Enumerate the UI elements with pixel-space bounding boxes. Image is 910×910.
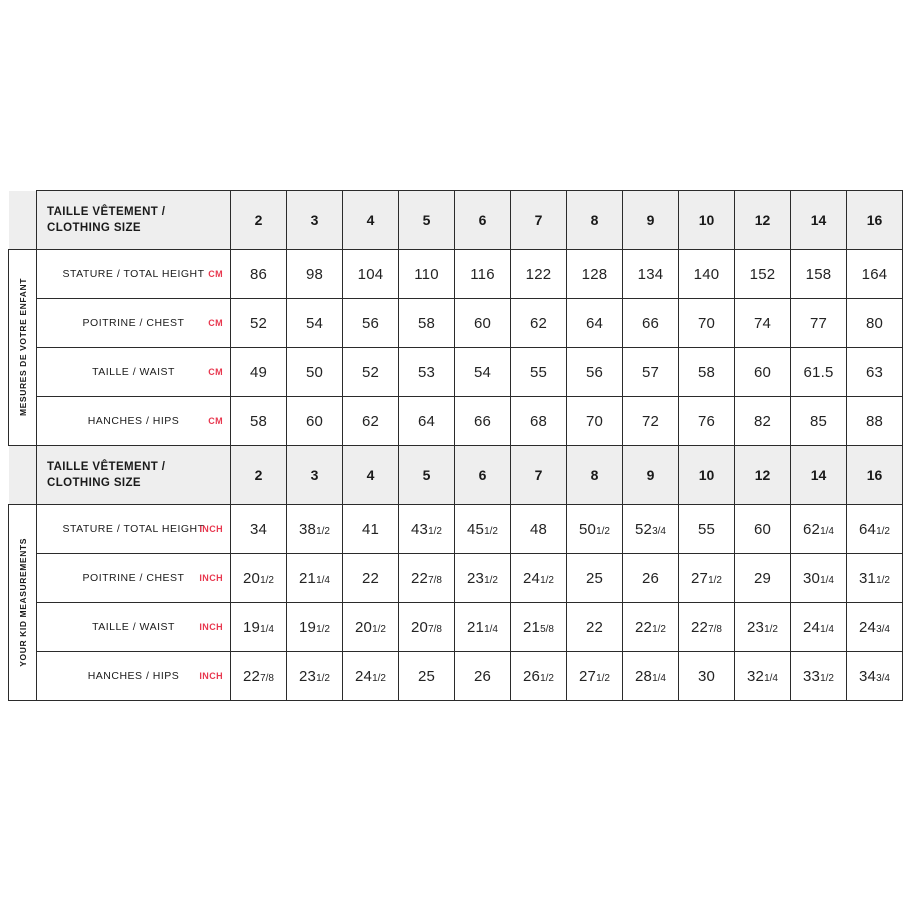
row-unit-waist-cm: CM xyxy=(208,367,223,377)
cell-hips-cm-0: 58 xyxy=(231,397,287,446)
row-unit-height-inch: INCH xyxy=(199,524,223,534)
cell-chest-cm-2: 56 xyxy=(343,299,399,348)
cell-hips-inch-5: 261/2 xyxy=(511,652,567,701)
cell-height-cm-7: 134 xyxy=(623,250,679,299)
header-size-cm-2: 4 xyxy=(343,191,399,250)
header-size-cm-10: 14 xyxy=(791,191,847,250)
cell-height-inch-3: 431/2 xyxy=(399,505,455,554)
header-size-cm-0: 2 xyxy=(231,191,287,250)
clothing-size-text-cm-line1: TAILLE VÊTEMENT / CLOTHING SIZE xyxy=(47,206,166,234)
row-unit-waist-inch: INCH xyxy=(199,622,223,632)
cell-hips-inch-9: 321/4 xyxy=(735,652,791,701)
header-size-inch-6: 8 xyxy=(567,446,623,505)
cell-height-inch-1: 381/2 xyxy=(287,505,343,554)
cell-hips-cm-9: 82 xyxy=(735,397,791,446)
header-row-inch xyxy=(9,446,903,505)
cell-hips-inch-8: 30 xyxy=(679,652,735,701)
cell-waist-inch-8: 227/8 xyxy=(679,603,735,652)
header-size-cm-8: 10 xyxy=(679,191,735,250)
cell-hips-inch-10: 331/2 xyxy=(791,652,847,701)
row-unit-hips-inch: INCH xyxy=(199,671,223,681)
cell-height-inch-10: 621/4 xyxy=(791,505,847,554)
cell-waist-inch-11: 243/4 xyxy=(847,603,903,652)
header-size-inch-10: 14 xyxy=(791,446,847,505)
cell-hips-cm-11: 88 xyxy=(847,397,903,446)
row-label-hips-cm xyxy=(37,397,231,446)
table-row xyxy=(9,250,903,299)
cell-height-cm-5: 122 xyxy=(511,250,567,299)
cell-waist-cm-4: 54 xyxy=(455,348,511,397)
cell-waist-cm-1: 50 xyxy=(287,348,343,397)
table-row xyxy=(9,603,903,652)
header-size-cm-5: 7 xyxy=(511,191,567,250)
clothing-size-text-inch: TAILLE VÊTEMENT / CLOTHING SIZE xyxy=(47,461,166,489)
cell-hips-inch-0: 227/8 xyxy=(231,652,287,701)
cell-chest-cm-5: 62 xyxy=(511,299,567,348)
cell-hips-inch-6: 271/2 xyxy=(567,652,623,701)
header-size-inch-9: 12 xyxy=(735,446,791,505)
table-row xyxy=(9,505,903,554)
cell-hips-inch-7: 281/4 xyxy=(623,652,679,701)
cell-height-cm-0: 86 xyxy=(231,250,287,299)
size-chart-table xyxy=(8,190,903,701)
cell-hips-cm-3: 64 xyxy=(399,397,455,446)
cell-waist-cm-7: 57 xyxy=(623,348,679,397)
section-label-cm xyxy=(9,250,37,446)
cell-chest-cm-8: 70 xyxy=(679,299,735,348)
cell-chest-cm-11: 80 xyxy=(847,299,903,348)
cell-chest-cm-9: 74 xyxy=(735,299,791,348)
table-row xyxy=(9,299,903,348)
row-unit-height-cm: CM xyxy=(208,269,223,279)
cell-chest-inch-1: 211/4 xyxy=(287,554,343,603)
cell-hips-inch-4: 26 xyxy=(455,652,511,701)
header-size-cm-7: 9 xyxy=(623,191,679,250)
header-size-inch-8: 10 xyxy=(679,446,735,505)
cell-chest-inch-11: 311/2 xyxy=(847,554,903,603)
cell-chest-cm-6: 64 xyxy=(567,299,623,348)
cell-height-inch-0: 34 xyxy=(231,505,287,554)
cell-chest-cm-7: 66 xyxy=(623,299,679,348)
cell-height-inch-4: 451/2 xyxy=(455,505,511,554)
cell-hips-inch-11: 343/4 xyxy=(847,652,903,701)
cell-height-inch-6: 501/2 xyxy=(567,505,623,554)
cell-chest-inch-9: 29 xyxy=(735,554,791,603)
cell-hips-cm-6: 70 xyxy=(567,397,623,446)
cell-hips-inch-2: 241/2 xyxy=(343,652,399,701)
header-row-cm xyxy=(9,191,903,250)
cell-hips-cm-4: 66 xyxy=(455,397,511,446)
cell-chest-inch-3: 227/8 xyxy=(399,554,455,603)
row-label-height-cm xyxy=(37,250,231,299)
header-size-inch-7: 9 xyxy=(623,446,679,505)
header-size-inch-0: 2 xyxy=(231,446,287,505)
header-size-inch-5: 7 xyxy=(511,446,567,505)
cell-height-inch-5: 48 xyxy=(511,505,567,554)
row-label-chest-inch-text: POITRINE / CHEST xyxy=(82,572,185,584)
header-size-cm-11: 16 xyxy=(847,191,903,250)
row-label-waist-inch xyxy=(37,603,231,652)
row-label-hips-inch-text: HANCHES / HIPS xyxy=(87,670,180,682)
cell-height-inch-8: 55 xyxy=(679,505,735,554)
row-label-chest-cm-text: POITRINE / CHEST xyxy=(82,317,185,329)
clothing-size-label-inch xyxy=(37,446,231,505)
cell-hips-cm-5: 68 xyxy=(511,397,567,446)
header-size-cm-6: 8 xyxy=(567,191,623,250)
cell-hips-cm-8: 76 xyxy=(679,397,735,446)
cell-waist-cm-11: 63 xyxy=(847,348,903,397)
cell-hips-inch-3: 25 xyxy=(399,652,455,701)
cell-hips-cm-7: 72 xyxy=(623,397,679,446)
header-size-inch-3: 5 xyxy=(399,446,455,505)
cell-waist-inch-3: 207/8 xyxy=(399,603,455,652)
cell-waist-inch-7: 221/2 xyxy=(623,603,679,652)
cell-height-inch-7: 523/4 xyxy=(623,505,679,554)
cell-waist-inch-6: 22 xyxy=(567,603,623,652)
row-label-waist-inch-text: TAILLE / WAIST xyxy=(92,621,175,633)
row-unit-hips-cm: CM xyxy=(208,416,223,426)
section-label-inch xyxy=(9,505,37,701)
cell-waist-cm-0: 49 xyxy=(231,348,287,397)
header-size-inch-1: 3 xyxy=(287,446,343,505)
cell-hips-cm-1: 60 xyxy=(287,397,343,446)
table-row xyxy=(9,397,903,446)
row-label-chest-inch xyxy=(37,554,231,603)
row-label-height-cm-text: STATURE / TOTAL HEIGHT xyxy=(62,268,205,280)
size-chart-container xyxy=(8,190,902,701)
cell-waist-cm-6: 56 xyxy=(567,348,623,397)
table-row xyxy=(9,652,903,701)
cell-hips-inch-1: 231/2 xyxy=(287,652,343,701)
table-row xyxy=(9,348,903,397)
cell-height-cm-1: 98 xyxy=(287,250,343,299)
section-label-inch-text: YOUR KID MEASUREMENTS xyxy=(17,538,28,667)
cell-waist-cm-2: 52 xyxy=(343,348,399,397)
cell-chest-cm-1: 54 xyxy=(287,299,343,348)
cell-chest-inch-10: 301/4 xyxy=(791,554,847,603)
cell-waist-inch-4: 211/4 xyxy=(455,603,511,652)
cell-height-cm-6: 128 xyxy=(567,250,623,299)
cell-waist-inch-1: 191/2 xyxy=(287,603,343,652)
cell-chest-cm-0: 52 xyxy=(231,299,287,348)
row-unit-chest-cm: CM xyxy=(208,318,223,328)
cell-height-inch-9: 60 xyxy=(735,505,791,554)
cell-chest-inch-7: 26 xyxy=(623,554,679,603)
cell-waist-inch-5: 215/8 xyxy=(511,603,567,652)
row-label-height-inch xyxy=(37,505,231,554)
cell-waist-inch-2: 201/2 xyxy=(343,603,399,652)
clothing-size-label-cm xyxy=(37,191,231,250)
cell-waist-inch-9: 231/2 xyxy=(735,603,791,652)
row-label-waist-cm xyxy=(37,348,231,397)
cell-chest-inch-8: 271/2 xyxy=(679,554,735,603)
cell-waist-cm-5: 55 xyxy=(511,348,567,397)
row-unit-chest-inch: INCH xyxy=(199,573,223,583)
cell-chest-inch-5: 241/2 xyxy=(511,554,567,603)
table-row xyxy=(9,554,903,603)
side-spacer-mid xyxy=(9,446,37,505)
cell-chest-inch-2: 22 xyxy=(343,554,399,603)
row-label-hips-cm-text: HANCHES / HIPS xyxy=(87,415,180,427)
header-size-cm-4: 6 xyxy=(455,191,511,250)
row-label-height-inch-text: STATURE / TOTAL HEIGHT xyxy=(62,523,205,535)
header-size-cm-1: 3 xyxy=(287,191,343,250)
header-size-inch-4: 6 xyxy=(455,446,511,505)
row-label-waist-cm-text: TAILLE / WAIST xyxy=(92,366,175,378)
cell-height-inch-11: 641/2 xyxy=(847,505,903,554)
header-size-cm-9: 12 xyxy=(735,191,791,250)
cell-height-cm-8: 140 xyxy=(679,250,735,299)
header-size-inch-2: 4 xyxy=(343,446,399,505)
cell-height-cm-2: 104 xyxy=(343,250,399,299)
row-label-hips-inch xyxy=(37,652,231,701)
cell-waist-inch-10: 241/4 xyxy=(791,603,847,652)
header-size-cm-3: 5 xyxy=(399,191,455,250)
cell-chest-cm-10: 77 xyxy=(791,299,847,348)
cell-chest-cm-4: 60 xyxy=(455,299,511,348)
cell-height-cm-3: 110 xyxy=(399,250,455,299)
cell-height-cm-11: 164 xyxy=(847,250,903,299)
cell-chest-inch-6: 25 xyxy=(567,554,623,603)
cell-chest-inch-4: 231/2 xyxy=(455,554,511,603)
cell-hips-cm-2: 62 xyxy=(343,397,399,446)
cell-height-cm-10: 158 xyxy=(791,250,847,299)
cell-height-cm-9: 152 xyxy=(735,250,791,299)
cell-chest-inch-0: 201/2 xyxy=(231,554,287,603)
row-label-chest-cm xyxy=(37,299,231,348)
cell-waist-cm-8: 58 xyxy=(679,348,735,397)
cell-waist-cm-10: 61.5 xyxy=(791,348,847,397)
cell-height-inch-2: 41 xyxy=(343,505,399,554)
cell-hips-cm-10: 85 xyxy=(791,397,847,446)
header-size-inch-11: 16 xyxy=(847,446,903,505)
cell-chest-cm-3: 58 xyxy=(399,299,455,348)
cell-height-cm-4: 116 xyxy=(455,250,511,299)
section-label-cm-text: MESURES DE VOTRE ENFANT xyxy=(17,278,28,417)
cell-waist-cm-9: 60 xyxy=(735,348,791,397)
cell-waist-inch-0: 191/4 xyxy=(231,603,287,652)
cell-waist-cm-3: 53 xyxy=(399,348,455,397)
side-spacer-top xyxy=(9,191,37,250)
